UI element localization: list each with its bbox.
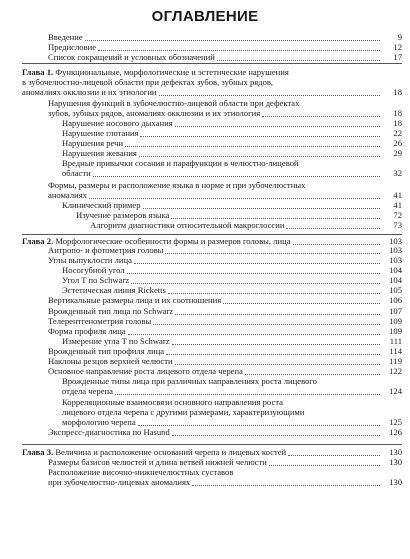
dot-leader (175, 314, 380, 315)
dot-leader (127, 273, 380, 274)
toc-entry-label: Телерентгенометрия головы (48, 316, 152, 326)
toc-entry-label: отдела черепа (62, 386, 113, 396)
page-number: 119 (389, 356, 402, 366)
toc-entry-label: Клинический пример (62, 200, 141, 210)
dot-leader (143, 208, 380, 209)
page-number: 22 (393, 128, 402, 138)
toc-entry-label: Алгоритм диагностики относительной макроглоссии (90, 220, 285, 230)
page-number: 103 (389, 245, 402, 255)
page-title: ОГЛАВЛЕНИЕ (151, 8, 259, 25)
toc-entry-label: Функциональные, морфологические и эстетические нарушения (55, 67, 289, 77)
page-number: 130 (389, 457, 402, 467)
toc-entry-label: при зубочелюстно-лицевых аномалиях (48, 477, 191, 487)
toc-entry-label: Экспресс-диагностика по Hasund (48, 427, 170, 437)
toc-entry-label: Вертикальные размеры лица и их соотношения (48, 295, 222, 305)
page-number: 107 (389, 306, 402, 316)
page-number: 18 (393, 87, 402, 97)
toc-entry-label: Величина и расположение оснований черепа и лицевых костей (55, 447, 287, 457)
toc-entry-label: Расположение височно-нижнечелюстных суставов (48, 467, 234, 477)
toc-entry-label: Форма профиля лица (48, 326, 126, 336)
chapter-number: Глава 1. (22, 67, 54, 77)
toc-entry-label: Врожденные типы лица при различных направлениях роста лицевого (62, 376, 317, 386)
toc-entry-label: Формы, размеры и расположение языка в норме и при зубочелюстных (48, 180, 306, 190)
dot-leader (128, 334, 380, 335)
dot-leader (98, 50, 380, 51)
toc-entry-label: Нарушение глотания (62, 128, 139, 138)
toc-entry-label: морфологию черепа (62, 417, 136, 427)
page-number: 104 (389, 265, 402, 275)
page-number: 17 (393, 52, 402, 62)
toc-entry-label: Наклоны резцов верхней челюсти (48, 356, 173, 366)
dot-leader (192, 485, 380, 486)
dot-leader (217, 60, 380, 61)
page-number: 41 (393, 200, 402, 210)
dot-leader (175, 364, 380, 365)
toc-entry-label: Корреляционные взаимосвязи основного направления роста (62, 397, 283, 407)
page-number: 41 (393, 190, 402, 200)
dot-leader (131, 283, 380, 284)
dot-leader (172, 344, 380, 345)
toc-entry-label: Морфологические особенности формы и размеров головы, лица (55, 236, 291, 246)
toc-entry-label: Нарушения функций в зубочелюстно-лицевой области при дефектах (48, 98, 300, 108)
page-number: 12 (393, 42, 402, 52)
toc-entry-label: Основное направление роста лицевого отдела черепа (48, 366, 243, 376)
page-number: 124 (389, 386, 402, 396)
dot-leader (134, 263, 380, 264)
toc-entry-label: в зубочелюстно-лицевой области при дефектах зубов, зубных рядов, (22, 77, 274, 87)
page-number: 9 (397, 32, 402, 42)
page-number: 105 (389, 285, 402, 295)
toc-entry-label: Эстетическая линия Ricketts (62, 285, 166, 295)
dot-leader (153, 324, 380, 325)
dot-leader (165, 253, 380, 254)
toc-entry-label: Врожденный тип лица по Schwarz (48, 306, 174, 316)
toc-entry-label: Измерение угла T по Schwarz (62, 336, 170, 346)
dot-leader (85, 40, 380, 41)
dot-leader (293, 244, 380, 245)
toc-entry-label: Врожденный тип профиля лица (48, 346, 165, 356)
toc-entry-label: Нарушения жевания (62, 148, 137, 158)
page-number: 106 (389, 295, 402, 305)
toc-entry-label: Предисловие (48, 42, 97, 52)
page-number: 122 (389, 366, 402, 376)
page-number: 109 (389, 326, 402, 336)
page-number: 125 (389, 417, 402, 427)
toc-entry-label: Список сокращений и условных обозначений (48, 52, 215, 62)
section-divider (22, 63, 402, 64)
dot-leader (138, 425, 380, 426)
dot-leader (89, 198, 380, 199)
dot-leader (93, 176, 380, 177)
dot-leader (245, 374, 380, 375)
dot-leader (139, 156, 380, 157)
toc-entry-label: Размеры базисов челюстей и длина ветвей нижней челюсти (48, 457, 267, 467)
dot-leader (286, 228, 380, 229)
dot-leader (269, 465, 380, 466)
page-number: 126 (389, 427, 402, 437)
toc-entry-label: Углы выпуклости лица (48, 255, 132, 265)
toc-entry-label: области (62, 168, 91, 178)
section-divider (22, 444, 402, 445)
page-number: 114 (389, 346, 402, 356)
dot-leader (223, 303, 380, 304)
page-number: 130 (389, 447, 402, 457)
page-number: 18 (393, 108, 402, 118)
toc-entry-label: аномалиях окклюзии и их этиологии (22, 87, 157, 97)
dot-leader (175, 126, 380, 127)
toc-entry-label: Изучение размеров языка (76, 210, 170, 220)
toc-entry-label: лицевого отдела черепа с другими размерами, характеризующими (62, 407, 305, 417)
page-number: 73 (393, 220, 402, 230)
dot-leader (125, 146, 380, 147)
dot-leader (168, 293, 380, 294)
dot-leader (140, 136, 380, 137)
page-number: 103 (389, 255, 402, 265)
dot-leader (159, 95, 380, 96)
dot-leader (262, 116, 380, 117)
dot-leader (172, 435, 380, 436)
page-number: 32 (393, 168, 402, 178)
section-divider (22, 234, 402, 235)
chapter-number: Глава 2. (22, 236, 54, 246)
toc-entry-label: аномалиях (48, 190, 87, 200)
dot-leader (171, 218, 380, 219)
toc-entry-label: Нарушения речи (62, 138, 124, 148)
dot-leader (288, 455, 380, 456)
dot-leader (166, 354, 380, 355)
page-number: 26 (393, 138, 402, 148)
page-number: 104 (389, 275, 402, 285)
toc-entry-label: Нарушение носового дыхания (62, 118, 173, 128)
page-number: 130 (389, 477, 402, 487)
toc-entry-label: Носогубной угол (62, 265, 125, 275)
page-number: 103 (389, 236, 402, 246)
page-number: 72 (393, 210, 402, 220)
page-number: 109 (389, 316, 402, 326)
chapter-number: Глава 3. (22, 447, 54, 457)
toc-entry-label: Введение (48, 32, 83, 42)
toc-entry-label: Вредные привычки сосания и парафункции в челюстно-лицевой (62, 158, 299, 168)
page-number: 18 (393, 118, 402, 128)
toc-entry-label: Антропо- и фотометрия головы (48, 245, 164, 255)
toc-entry-label: Угол T по Schwarz (62, 275, 130, 285)
page-number: 111 (389, 336, 402, 346)
page-number: 29 (393, 148, 402, 158)
dot-leader (115, 394, 380, 395)
toc-entry-label: зубов, зубных рядов, аномалиях окклюзии и их этиология (48, 108, 261, 118)
